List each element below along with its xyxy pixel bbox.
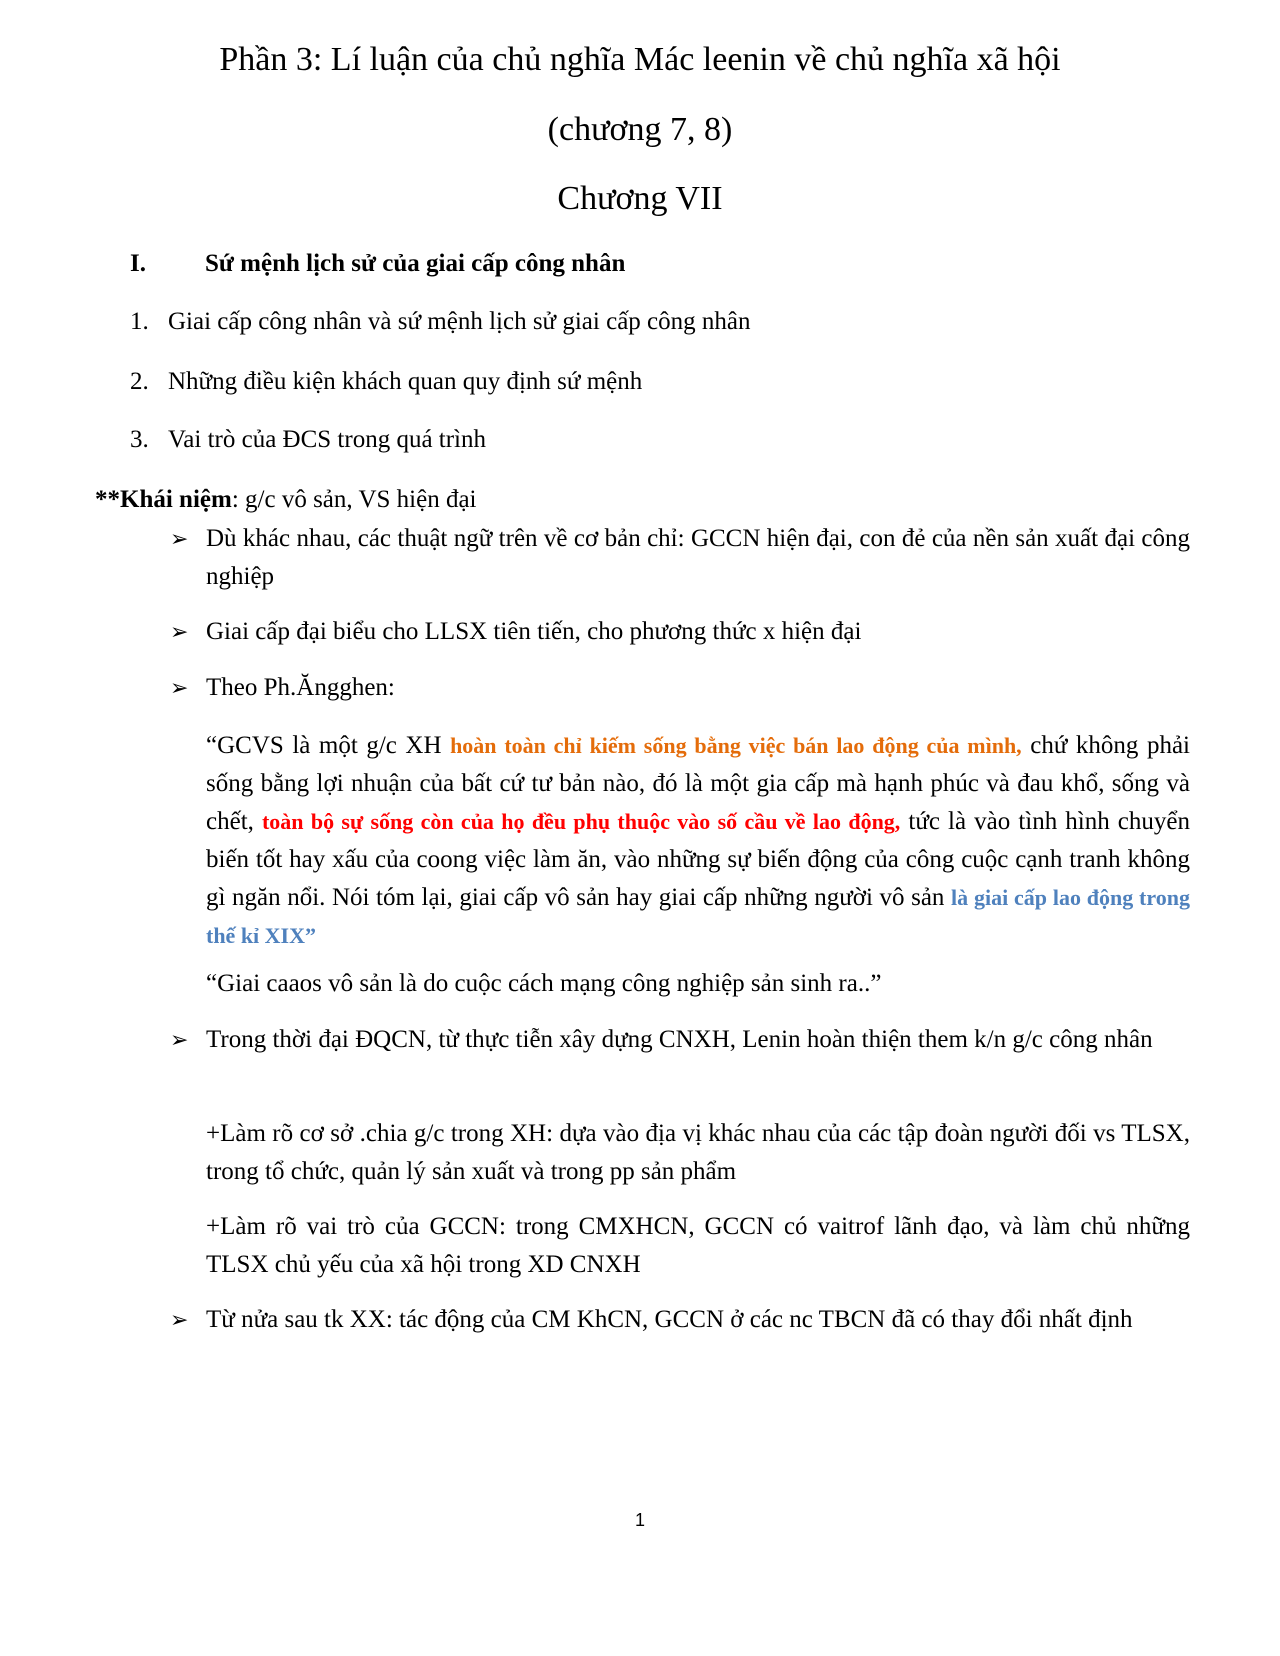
document-title: Phần 3: Lí luận của chủ nghĩa Mác leenin về chủ nghĩa xã hội: [219, 41, 1061, 78]
bullet-item: [170, 520, 1190, 596]
page-number: 1: [634, 1510, 645, 1530]
list-item-text: Giai cấp công nhân và sứ mệnh lịch sử giai cấp công nhân: [168, 308, 751, 335]
arrow-bullet-icon: ➢: [170, 1027, 189, 1052]
bullet-item: [170, 669, 1190, 707]
concept-text: : g/c vô sản, VS hiện đại: [231, 486, 477, 513]
second-quote: “Giai caaos vô sản là do cuộc cách mạng công nghiệp sản sinh ra..”: [206, 970, 882, 997]
sub-point: +Làm rõ vai trò của GCCN: trong CMXHCN, GCCN có vaitrof lãnh đạo, và làm chủ những TLSX chủ yếu của xã hội trong XD CNXH: [206, 1213, 1190, 1278]
arrow-bullet-icon: ➢: [170, 619, 189, 644]
arrow-bullet-icon: ➢: [170, 675, 189, 700]
bullet-item: [170, 613, 1190, 651]
list-item: [130, 424, 486, 456]
engels-quote: [206, 727, 1190, 955]
bullet-item: [170, 1021, 1190, 1059]
quote-highlight-red: toàn bộ sự sống còn của họ đều phụ thuộc vào số cầu về lao động,: [261, 809, 901, 834]
concept-label: **Khái niệm: [95, 486, 232, 513]
bullet-text: Giai cấp đại biểu cho LLSX tiên tiến, cho phương thức x hiện đại: [206, 618, 862, 645]
bullet-text: Từ nửa sau tk XX: tác động của CM KhCN, GCCN ở các nc TBCN đã có thay đổi nhất định: [206, 1306, 1133, 1333]
quote-text: tức là vào tình hình chuyển biến tốt hay xấu của coong việc làm ăn, vào những sự biến động của công cuộc cạnh tranh không gì ngăn nổi. Nói tóm lại, giai cấp vô sản hay giai cấp những người vô sản: [206, 808, 1191, 911]
quote-text: chứ không phải sống bằng lợi nhuận của bất cứ tư bản nào, đó là một gia cấp mà hạnh phúc và đau khổ, sống và chết,: [206, 732, 1190, 835]
bullet-text: Trong thời đại ĐQCN, từ thực tiễn xây dựng CNXH, Lenin hoàn thiện them k/n g/c công nhân: [206, 1026, 1153, 1053]
list-item: [130, 366, 642, 398]
bullet-item: [170, 1301, 1190, 1339]
section-number: I.: [130, 250, 146, 277]
concept-line: [95, 484, 476, 516]
chapter-title: Chương VII: [557, 180, 723, 217]
bullet-text: Dù khác nhau, các thuật ngữ trên về cơ bản chỉ: GCCN hiện đại, con đẻ của nền sản xuất đại công nghiệp: [206, 525, 1190, 590]
quote-text: “GCVS là một g/c XH: [206, 732, 451, 759]
list-item-text: Vai trò của ĐCS trong quá trình: [168, 426, 487, 453]
sub-point: +Làm rõ cơ sở .chia g/c trong XH: dựa vào địa vị khác nhau của các tập đoàn người đối vs TLSX, trong tổ chức, quản lý sản xuất và trong pp sản phẩm: [206, 1120, 1190, 1185]
document-subtitle: (chương 7, 8): [547, 111, 733, 148]
list-item-number: 3.: [130, 426, 149, 453]
section-heading: [130, 248, 625, 280]
list-item-text: Những điều kiện khách quan quy định sứ mệnh: [168, 368, 643, 395]
arrow-bullet-icon: ➢: [170, 1307, 189, 1332]
arrow-bullet-icon: ➢: [170, 526, 189, 551]
bullet-text: Theo Ph.Ăngghen:: [206, 674, 395, 701]
quote-highlight-orange: hoàn toàn chỉ kiếm sống bằng việc bán lao động của mình,: [450, 733, 1022, 758]
list-item: [130, 306, 750, 338]
quote-highlight-blue: là giai cấp lao động trong thế kỉ XIX”: [206, 885, 1190, 948]
section-text: Sứ mệnh lịch sử của giai cấp công nhân: [205, 250, 626, 277]
list-item-number: 1.: [130, 308, 149, 335]
list-item-number: 2.: [130, 368, 149, 395]
